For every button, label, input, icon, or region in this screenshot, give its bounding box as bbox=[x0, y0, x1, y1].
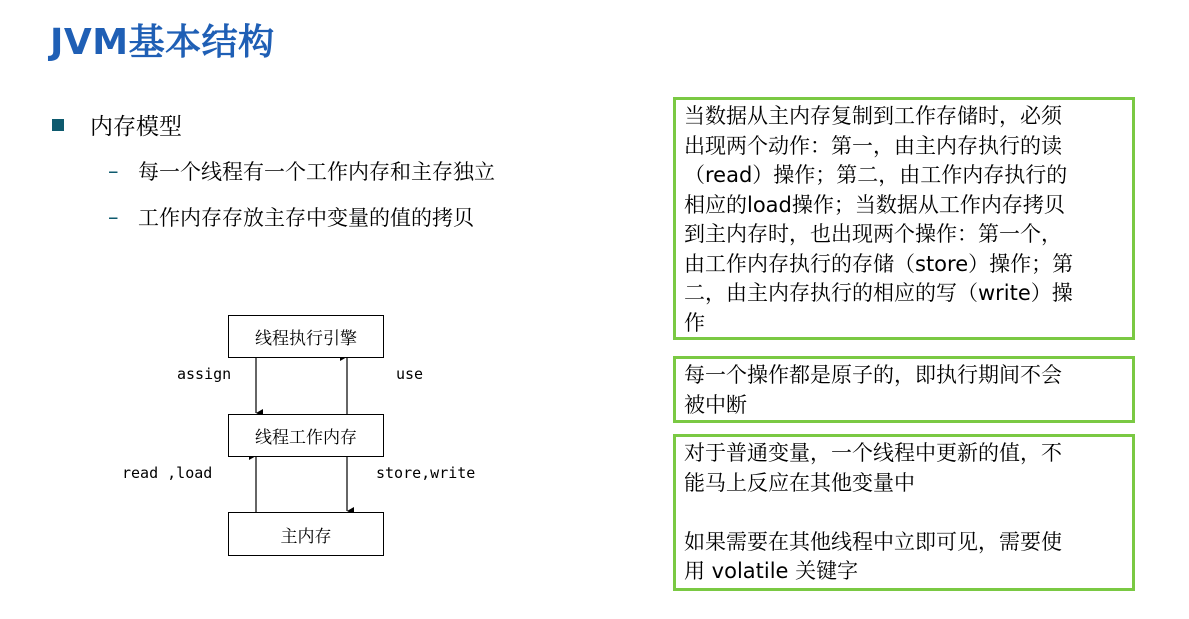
dash-bullet-icon: – bbox=[108, 159, 119, 183]
main-memory-box: 主内存 bbox=[228, 512, 384, 556]
sub-bullet-text: 每一个线程有一个工作内存和主存独立 bbox=[138, 160, 495, 184]
read-load-label: read ,load bbox=[122, 464, 213, 482]
note-box-volatile: 对于普通变量，一个线程中更新的值，不 能马上反应在其他变量中 如果需要在其他线程中立即可见，需要使 用 volatile 关键字 bbox=[673, 434, 1135, 591]
note-box-copy-operations: 当数据从主内存复制到工作存储时，必须 出现两个动作：第一，由主内存执行的读 （read）操作；第二，由工作内存执行的 相应的load操作；当数据从工作内存拷贝 到主内存时，也出现两个操作：第一个， 由工作内存执行的存储（store）操作；第 二，由主内存执行的相应的写（write）操 作 bbox=[673, 97, 1135, 340]
dash-bullet-icon: – bbox=[108, 205, 119, 229]
execution-engine-box: 线程执行引擎 bbox=[228, 315, 384, 358]
store-write-label: store,write bbox=[376, 464, 476, 482]
use-label: use bbox=[396, 365, 424, 383]
sub-bullet-text: 工作内存存放主存中变量的值的拷贝 bbox=[138, 206, 474, 230]
bullet-text: 内存模型 bbox=[90, 114, 182, 140]
working-memory-box: 线程工作内存 bbox=[228, 414, 384, 457]
assign-label: assign bbox=[177, 365, 232, 383]
slide-title: JVM基本结构 bbox=[50, 22, 275, 63]
note-box-atomic: 每一个操作都是原子的，即执行期间不会 被中断 bbox=[673, 356, 1135, 423]
